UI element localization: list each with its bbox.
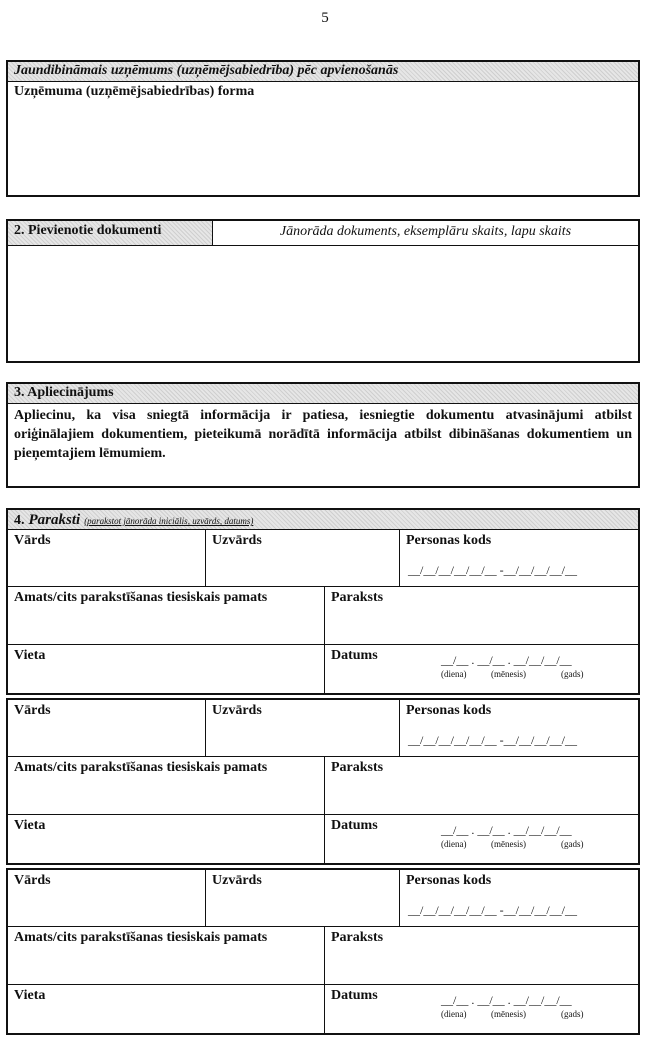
date-part-labels: (diena) (mēnesis) (gads) [441,839,584,849]
personal-code-field[interactable]: Personas kods __/__/__/__/__/__ -__/__/__/__/__ [406,533,578,577]
signatures-header-number: 4. [14,513,25,528]
date-blanks: __/__ . __/__ . __/__/__/__ [441,993,572,1007]
signer-position-row [8,587,638,645]
signer-place-row [8,985,638,1033]
name-field[interactable]: Vārds [8,700,206,756]
date-part-labels: (diena) (mēnesis) (gads) [441,669,584,679]
company-form-label: Uzņēmuma (uzņēmējsabiedrības) forma [14,84,255,99]
personal-code-blanks: __/__/__/__/__/__ -__/__/__/__/__ [408,903,578,917]
merged-company-header: Jaundibināmais uzņēmums (uzņēmējsabiedrība) pēc apvienošanās [8,62,638,82]
signature-field[interactable]: Paraksts [331,760,384,775]
signature-field[interactable]: Paraksts [331,590,384,605]
signatures-header [8,510,638,530]
date-part-labels: (diena) (mēnesis) (gads) [441,1009,584,1019]
personal-code-field[interactable]: Personas kods __/__/__/__/__/__ -__/__/__/__/__ [406,703,578,747]
date-field[interactable]: Datums __/__ . __/__ . __/__/__/__ (diena) (mēnesis) (gads) [331,818,584,849]
position-field[interactable]: Amats/cits parakstīšanas tiesiskais pamats [8,757,325,814]
position-field[interactable]: Amats/cits parakstīšanas tiesiskais pamats [8,927,325,984]
personal-code-blanks: __/__/__/__/__/__ -__/__/__/__/__ [408,563,578,577]
signer-position-row [8,757,638,815]
signature-field[interactable]: Paraksts [331,930,384,945]
surname-field[interactable]: Uzvārds [206,700,400,756]
personal-code-blanks: __/__/__/__/__/__ -__/__/__/__/__ [408,733,578,747]
attached-documents-header-row [8,221,638,246]
surname-field[interactable]: Uzvārds [206,530,400,586]
place-field[interactable]: Vieta [8,985,325,1033]
page-number: 5 [321,10,329,26]
confirmation-section [6,382,640,488]
signature-block-2 [6,698,640,865]
name-field[interactable]: Vārds [8,870,206,926]
confirmation-text: Apliecinu, ka visa sniegtā informācija ir patiesa, iesniegtie dokumentu atvasinājumi atbilst oriģinālajiem dokumentiem, pieteikumā norādītā informācija atbilst dibināšanas dokumentiem un pieņemtajiem lēmumiem. [14,408,632,461]
signer-place-row [8,645,638,693]
date-blanks: __/__ . __/__ . __/__/__/__ [441,653,572,667]
signatures-header-note: (parakstot jānorāda iniciālis, uzvārds, datums) [84,516,254,526]
name-field[interactable]: Vārds [8,530,206,586]
surname-field[interactable]: Uzvārds [206,870,400,926]
signer-place-row [8,815,638,863]
signer-name-row [8,530,638,587]
signer-position-row [8,927,638,985]
date-field[interactable]: Datums __/__ . __/__ . __/__/__/__ (diena) (mēnesis) (gads) [331,988,584,1019]
signature-block-3 [6,868,640,1035]
date-blanks: __/__ . __/__ . __/__/__/__ [441,823,572,837]
date-field[interactable]: Datums __/__ . __/__ . __/__/__/__ (diena) (mēnesis) (gads) [331,648,584,679]
attached-documents-hint: Jānorāda dokuments, eksemplāru skaits, lapu skaits [279,224,572,239]
place-field[interactable]: Vieta [8,645,325,693]
position-field[interactable]: Amats/cits parakstīšanas tiesiskais pamats [8,587,325,644]
signatures-header-title: Paraksti [28,512,81,528]
merged-company-section [6,60,640,197]
confirmation-header: 3. Apliecinājums [8,384,638,404]
signer-name-row [8,700,638,757]
personal-code-field[interactable]: Personas kods __/__/__/__/__/__ -__/__/__/__/__ [406,873,578,917]
signature-block-1 [6,508,640,695]
attached-documents-section [6,219,640,363]
signer-name-row [8,870,638,927]
attached-documents-header: 2. Pievienotie dokumenti [8,221,213,245]
place-field[interactable]: Vieta [8,815,325,863]
